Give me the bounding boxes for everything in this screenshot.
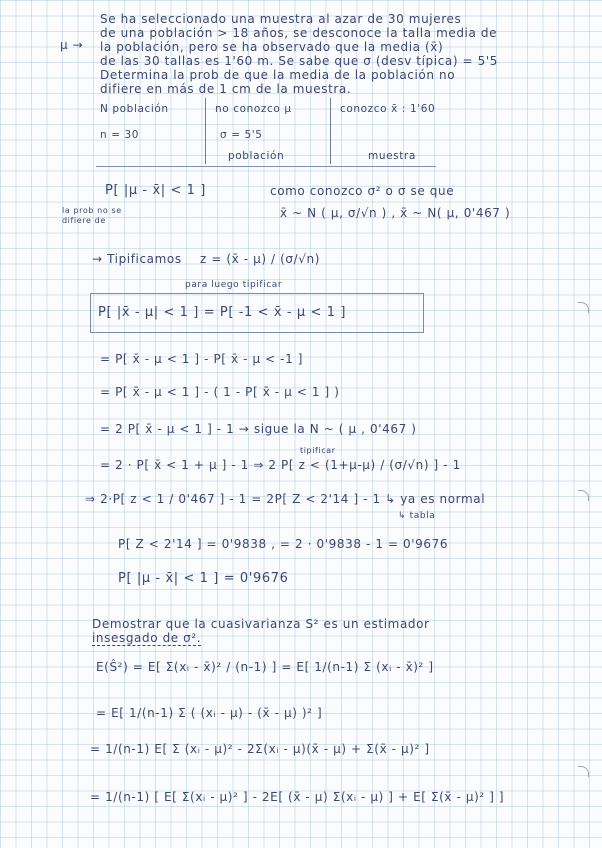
distribution: x̄ ~ N ( μ, σ/√n ) , x̄ ~ N( μ, 0'467 )	[280, 206, 511, 220]
table-poblacion-n: N población	[100, 103, 169, 115]
step-4: = 2 · P[ x̄ < 1 + μ ] - 1 ⇒ 2 P[ z < (1+μ-μ) / (σ/√n) ] - 1	[100, 458, 461, 472]
prob-statement: P[ |μ - x̄| < 1 ]	[105, 183, 206, 198]
intro-line-3: la población, pero se ha observado que la media (x̄)	[100, 40, 444, 54]
tipificamos-label: → Tipificamos	[92, 252, 182, 266]
intro-line-4: de las 30 tallas es 1'60 m. Se sabe que σ (desv típica) = 5'5	[100, 54, 498, 68]
intro-line-2: de una población > 18 años, se desconoce la talla media de	[100, 26, 498, 40]
eq-1: E(Ŝ²) = E[ Σ(xᵢ - x̄)² / (n-1) ] = E[ 1/(n-1) Σ (xᵢ - x̄)² ]	[96, 660, 434, 674]
page-corner-mark-2	[578, 490, 589, 501]
eq-3: = 1/(n-1) E[ Σ (xᵢ - μ)² - 2Σ(xᵢ - μ)(x̄ - μ) + Σ(x̄ - μ)² ]	[90, 742, 430, 756]
page-corner-mark-3	[578, 766, 589, 777]
para-luego-note: para luego tipificar	[185, 280, 283, 290]
table-value: P[ Z < 2'14 ] = 0'9838 , = 2 · 0'9838 - 1 = 0'9676	[118, 537, 449, 551]
tabla-note: ↳ tabla	[398, 511, 436, 521]
tipif-formula: z = (x̄ - μ) / (σ/√n)	[200, 252, 320, 266]
left-note-2: difiere de	[62, 216, 106, 225]
final-result: P[ |μ - x̄| < 1 ] = 0'9676	[118, 571, 289, 586]
boxed-equation: P[ |x̄ - μ| < 1 ] = P[ -1 < x̄ - μ < 1 ]	[98, 305, 347, 320]
section2-title-1: Demostrar que la cuasivarianza S² es un estimador	[92, 617, 430, 631]
table-muestra-label: muestra	[368, 150, 416, 162]
intro-line-1: Se ha seleccionado una muestra al azar de 30 mujeres	[100, 12, 462, 26]
table-divider-1	[205, 98, 206, 164]
table-unknown-mu: no conozco μ	[215, 103, 292, 115]
step-5: ⇒ 2·P[ z < 1 / 0'467 ] - 1 = 2P[ Z < 2'14 ] - 1 ↳ ya es normal	[85, 492, 486, 506]
left-note-1: la prob no se	[62, 206, 122, 215]
table-known-xbar: conozco x̄ : 1'60	[340, 103, 436, 115]
intro-line-5: Determina la prob de que la media de la población no	[100, 68, 456, 82]
margin-note-mu: μ →	[60, 38, 84, 52]
table-bottom-rule	[96, 166, 436, 167]
eq-4: = 1/(n-1) [ E[ Σ(xᵢ - μ)² ] - 2E[ (x̄ - μ) Σ(xᵢ - μ) ] + E[ Σ(x̄ - μ)² ] ]	[90, 790, 505, 804]
table-poblacion-label: población	[228, 150, 285, 162]
page-corner-mark-1	[578, 302, 589, 313]
step-1: = P[ x̄ - μ < 1 ] - P[ x̄ - μ < -1 ]	[100, 352, 304, 366]
tipificar-note: tipificar	[300, 446, 336, 455]
eq-2: = E[ 1/(n-1) Σ ( (xᵢ - μ) - (x̄ - μ) )² ]	[96, 706, 323, 720]
section2-title-2: insesgado de σ².	[92, 631, 202, 645]
table-divider-2	[330, 98, 331, 164]
step-3: = 2 P[ x̄ - μ < 1 ] - 1 → sigue la N ~ ( μ , 0'467 )	[100, 422, 417, 436]
table-sigma: σ = 5'5	[220, 129, 263, 141]
step-2: = P[ x̄ - μ < 1 ] - ( 1 - P[ x̄ - μ < 1 ] )	[100, 385, 340, 399]
intro-line-6: difiere en más de 1 cm de la muestra.	[100, 82, 352, 96]
table-sample-size: n = 30	[100, 129, 140, 141]
como-conozco: como conozco σ² o σ se que	[270, 184, 455, 198]
